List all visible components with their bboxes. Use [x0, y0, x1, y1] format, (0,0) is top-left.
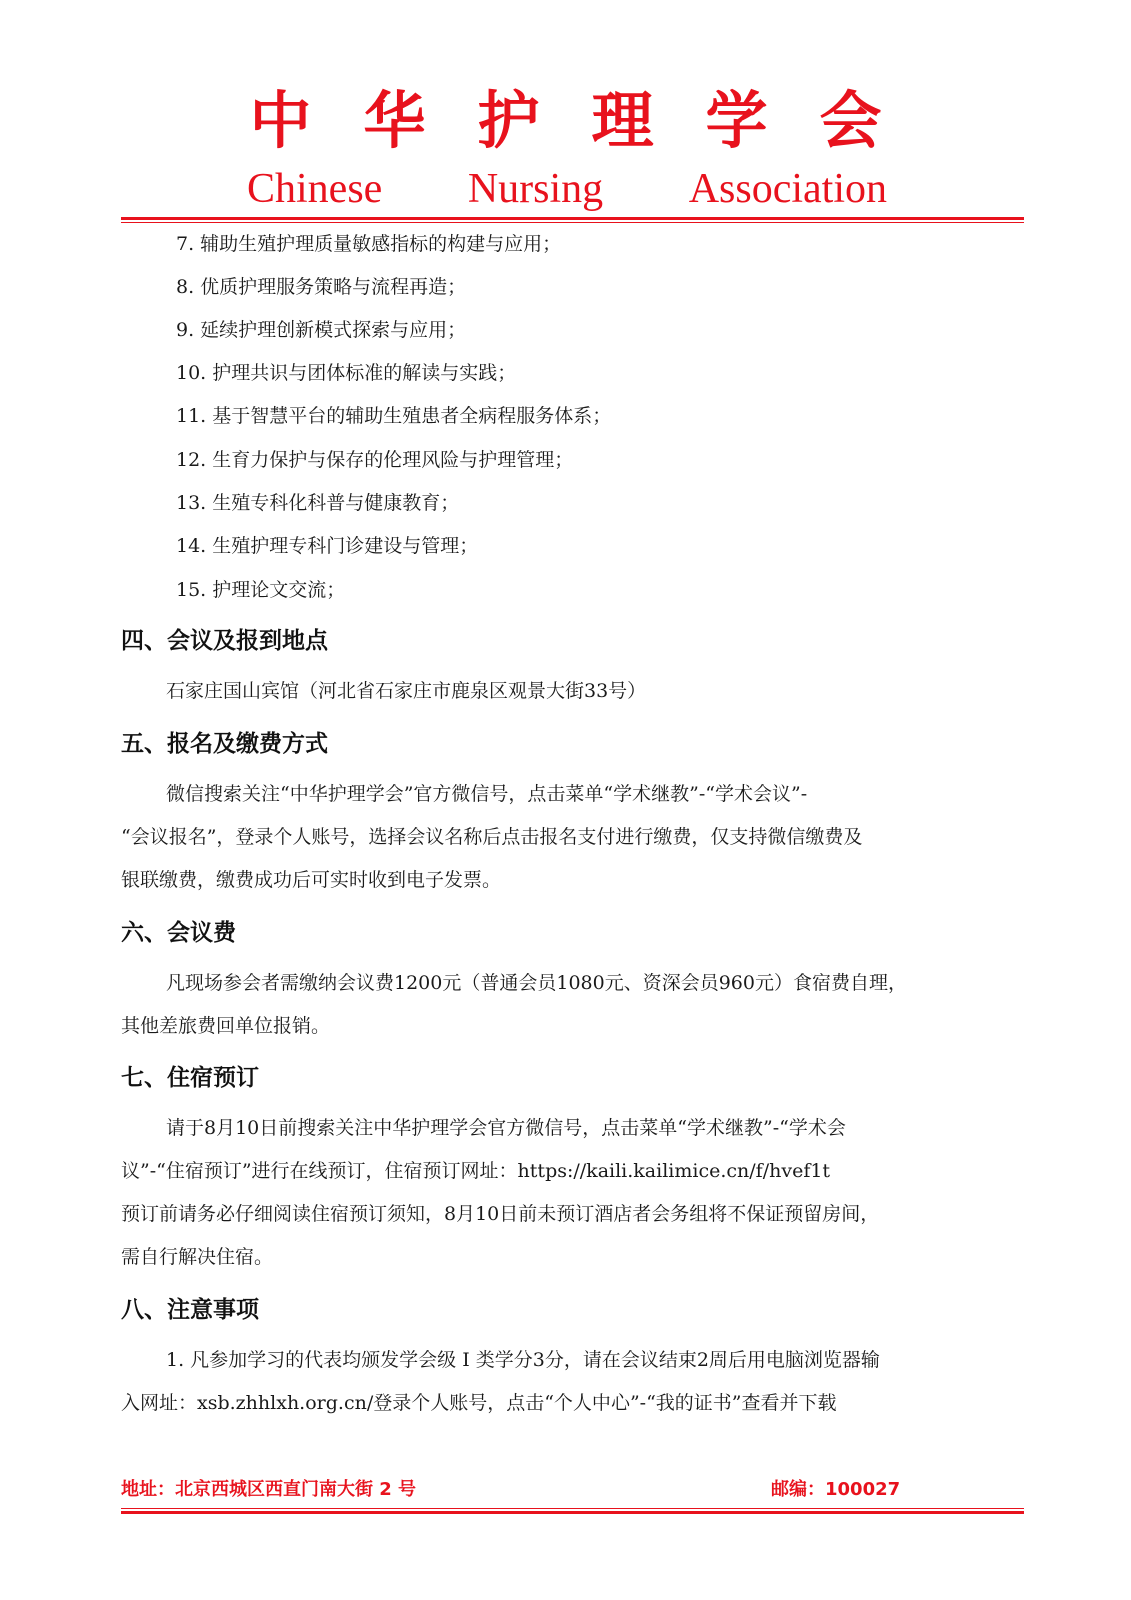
topic-item-7: 7. 辅助生殖护理质量敏感指标的构建与应用；: [176, 233, 562, 255]
topic-item-10: 10. 护理共识与团体标准的解读与实践；: [176, 362, 517, 384]
letterhead-word-association: Association: [688, 166, 887, 212]
section-heading-registration: 五、报名及缴费方式: [121, 731, 328, 757]
letterhead-word-nursing: Nursing: [467, 166, 604, 212]
registration-line-1: 微信搜索关注“中华护理学会”官方微信号，点击菜单“学术继教”-“学术会议”-: [166, 783, 808, 805]
lodging-line-4: 需自行解决住宿。: [121, 1246, 274, 1268]
footer-divider-thick: [121, 1511, 1024, 1514]
fee-line-1: 凡现场参会者需缴纳会议费1200元（普通会员1080元、资深会员960元）食宿费自理，: [166, 972, 907, 994]
lodging-line-2: 议”-“住宿预订”进行在线预订，住宿预订网址：https://kaili.kailimice.cn/f/hvef1t: [121, 1160, 831, 1182]
letterhead-title-cn: 中华护理学会: [249, 84, 934, 157]
topic-item-14: 14. 生殖护理专科门诊建设与管理；: [176, 535, 479, 557]
topic-item-8: 8. 优质护理服务策略与流程再造；: [176, 276, 467, 298]
registration-line-3: 银联缴费，缴费成功后可实时收到电子发票。: [121, 869, 502, 891]
topic-item-12: 12. 生育力保护与保存的伦理风险与护理管理；: [176, 449, 574, 471]
lodging-line-1: 请于8月10日前搜索关注中华护理学会官方微信号，点击菜单“学术继教”-“学术会: [166, 1117, 846, 1139]
letterhead-title-en: [247, 164, 887, 214]
header-divider-thin: [121, 222, 1024, 223]
venue-line: 石家庄国山宾馆（河北省石家庄市鹿泉区观景大街33号）: [166, 680, 647, 702]
fee-line-2: 其他差旅费回单位报销。: [121, 1015, 331, 1037]
notes-line-1: 1. 凡参加学习的代表均颁发学会级 I 类学分3分，请在会议结束2周后用电脑浏览器输: [166, 1349, 880, 1371]
topic-item-9: 9. 延续护理创新模式探索与应用；: [176, 319, 467, 341]
section-heading-fee: 六、会议费: [121, 920, 236, 946]
lodging-line-3: 预订前请务必仔细阅读住宿预订须知，8月10日前未预订酒店者会务组将不保证预留房间，: [121, 1203, 880, 1225]
section-heading-lodging: 七、住宿预订: [121, 1065, 259, 1091]
footer-postcode: 邮编：100027: [771, 1479, 901, 1500]
footer-address: 地址：北京西城区西直门南大街 2 号: [121, 1479, 417, 1500]
registration-line-2: “会议报名”，登录个人账号，选择会议名称后点击报名支付进行缴费，仅支持微信缴费及: [121, 826, 863, 848]
topic-item-15: 15. 护理论文交流；: [176, 579, 346, 601]
footer-divider-thin: [121, 1508, 1024, 1509]
notes-line-2: 入网址：xsb.zhhlxh.org.cn/登录个人账号，点击“个人中心”-“我的证书”查看并下载: [121, 1392, 837, 1414]
header-divider-thick: [121, 217, 1024, 220]
topic-item-13: 13. 生殖专科化科普与健康教育；: [176, 492, 460, 514]
section-heading-notes: 八、注意事项: [121, 1297, 259, 1323]
topic-item-11: 11. 基于智慧平台的辅助生殖患者全病程服务体系；: [176, 405, 612, 427]
section-heading-venue: 四、会议及报到地点: [121, 628, 328, 654]
letterhead-word-chinese: Chinese: [247, 166, 383, 212]
